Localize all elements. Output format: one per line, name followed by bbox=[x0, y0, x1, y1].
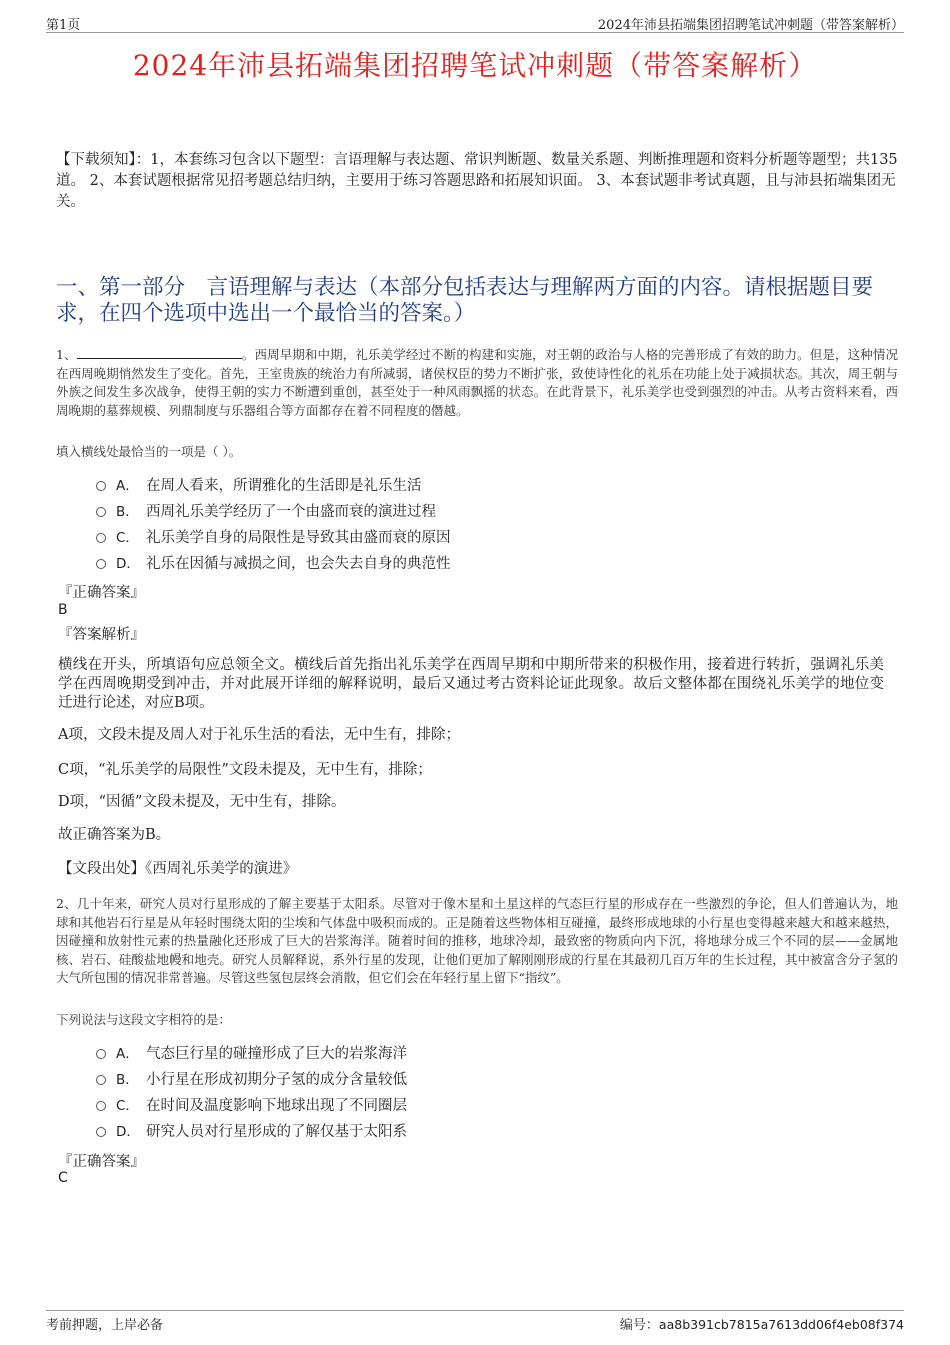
radio-icon[interactable] bbox=[96, 559, 106, 569]
question-1-options bbox=[96, 473, 876, 577]
question-2-prompt: 下列说法与这段文字相符的是： bbox=[56, 1012, 232, 1027]
option-a[interactable]: A． 在周人看来，所谓雅化的生活即是礼乐生活 bbox=[96, 473, 876, 499]
correct-answer: B bbox=[58, 602, 68, 618]
radio-icon[interactable] bbox=[96, 1049, 106, 1059]
option-c[interactable]: C． 在时间及温度影响下地球出现了不同圈层 bbox=[96, 1093, 876, 1119]
page-header bbox=[46, 14, 904, 33]
analysis-conclusion: 故正确答案为B。 bbox=[58, 827, 171, 843]
download-notice: 【下载须知】：1，本套练习包含以下题型：言语理解与表达题、常识判断题、数量关系题、判断推理题和资料分析题等题型；共135道。 2、本套试题根据常见招考题总结归纳，主要用于练习答题思路和拓展知识面。 3、本套试题非考试真题，且与沛县拓端集团无关。 bbox=[56, 152, 898, 210]
option-d[interactable]: D． 研究人员对行星形成的了解仅基于太阳系 bbox=[96, 1119, 876, 1145]
option-b[interactable]: B． 西周礼乐美学经历了一个由盛而衰的演进过程 bbox=[96, 499, 876, 525]
analysis-option-c: C项，“礼乐美学的局限性”文段未提及，无中生有，排除； bbox=[58, 762, 432, 778]
option-a[interactable]: A． 气态巨行星的碰撞形成了巨大的岩浆海洋 bbox=[96, 1041, 876, 1067]
document-title: 2024年沛县拓端集团招聘笔试冲刺题（带答案解析） bbox=[132, 49, 818, 82]
footer-slogan: 考前押题，上岸必备 bbox=[46, 1318, 164, 1333]
question-number: 1、 bbox=[56, 347, 77, 362]
section-title: 一、第一部分 言语理解与表达（本部分包括表达与理解两方面的内容。请根据题目要求，在四个选项中选出一个最恰当的答案。） bbox=[56, 275, 874, 326]
analysis-option-a: A项，文段未提及周人对于礼乐生活的看法，无中生有，排除； bbox=[58, 727, 460, 743]
fill-blank bbox=[77, 346, 242, 359]
radio-icon[interactable] bbox=[96, 533, 106, 543]
question-number: 2、 bbox=[56, 896, 77, 911]
document-code: 编号：aa8b391cb7815a7613dd06f4eb08f374 bbox=[619, 1317, 904, 1333]
radio-icon[interactable] bbox=[96, 507, 106, 517]
question-1-text bbox=[56, 346, 898, 420]
answer-label: 『正确答案』 bbox=[58, 1154, 145, 1170]
page-number: 第1页 bbox=[46, 18, 81, 33]
answer-label: 『正确答案』 bbox=[58, 585, 145, 601]
analysis-label: 『答案解析』 bbox=[58, 627, 145, 643]
question-2-options bbox=[96, 1041, 876, 1145]
header-doc-title: 2024年沛县拓端集团招聘笔试冲刺题（带答案解析） bbox=[597, 18, 904, 33]
page-footer bbox=[46, 1310, 904, 1331]
radio-icon[interactable] bbox=[96, 481, 106, 491]
option-d[interactable]: D． 礼乐在因循与减损之间，也会失去自身的典范性 bbox=[96, 551, 876, 577]
analysis-option-d: D项，“因循”文段未提及，无中生有，排除。 bbox=[58, 794, 346, 810]
question-2-text bbox=[56, 895, 898, 988]
analysis-paragraph: 横线在开头，所填语句应总领全文。横线后首先指出礼乐美学在西周早期和中期所带来的积极作用，接着进行转折，强调礼乐美学在西周晚期受到冲击，并对此展开详细的解释说明，最后又通过考古资料论证此现象。故后文整体都在围绕礼乐美学的地位变迁进行论述，对应B项。 bbox=[58, 657, 884, 711]
question-1-prompt: 填入横线处最恰当的一项是（ ）。 bbox=[56, 444, 242, 459]
option-c[interactable]: C． 礼乐美学自身的局限性是导致其由盛而衰的原因 bbox=[96, 525, 876, 551]
question-body: 几十年来，研究人员对行星形成的了解主要基于太阳系。尽管对于像木星和土星这样的气态巨行星的形成存在一些激烈的争论，但人们普遍认为，地球和其他岩石行星是从年轻时围绕太阳的尘埃和气体盘中吸积而成的。正是随着这些物体相互碰撞，最终形成地球的小行星也变得越来越大和越来越热，因碰撞和放射性元素的热量融化还形成了巨大的岩浆海洋。随着时间的推移，地球冷却，最致密的物质向内下沉，将地球分成三个不同的层——金属地核、岩石、硅酸盐地幔和地壳。研究人员解释说，系外行星的发现，让他们更加了解刚刚形成的行星在其最初几百万年的生长过程，其中被富含分子氢的大气所包围的情况非常普遍。尽管这些氢包层终会消散，但它们会在年轻行星上留下“指纹”。 bbox=[56, 896, 898, 985]
text-source: 【文段出处】《西周礼乐美学的演进》 bbox=[58, 861, 298, 877]
radio-icon[interactable] bbox=[96, 1101, 106, 1111]
correct-answer: C bbox=[58, 1170, 68, 1186]
option-b[interactable]: B． 小行星在形成初期分子氢的成分含量较低 bbox=[96, 1067, 876, 1093]
question-body: 。西周早期和中期，礼乐美学经过不断的构建和实施，对王朝的政治与人格的完善形成了有效的助力。但是，这种情况在西周晚期悄然发生了变化。首先，王室贵族的统治力有所减弱，诸侯权臣的势力不断扩张，致使诗性化的礼乐在功能上处于减损状态。其次，周王朝与外族之间发生多次战争，使得王朝的实力不断遭到重创，甚至处于一种风雨飘摇的状态。在此背景下，礼乐美学也受到强烈的冲击。从考古资料来看，西周晚期的墓葬规模、列鼎制度与乐器组合等方面都存在着不同程度的僭越。 bbox=[56, 347, 898, 418]
radio-icon[interactable] bbox=[96, 1075, 106, 1085]
radio-icon[interactable] bbox=[96, 1127, 106, 1137]
